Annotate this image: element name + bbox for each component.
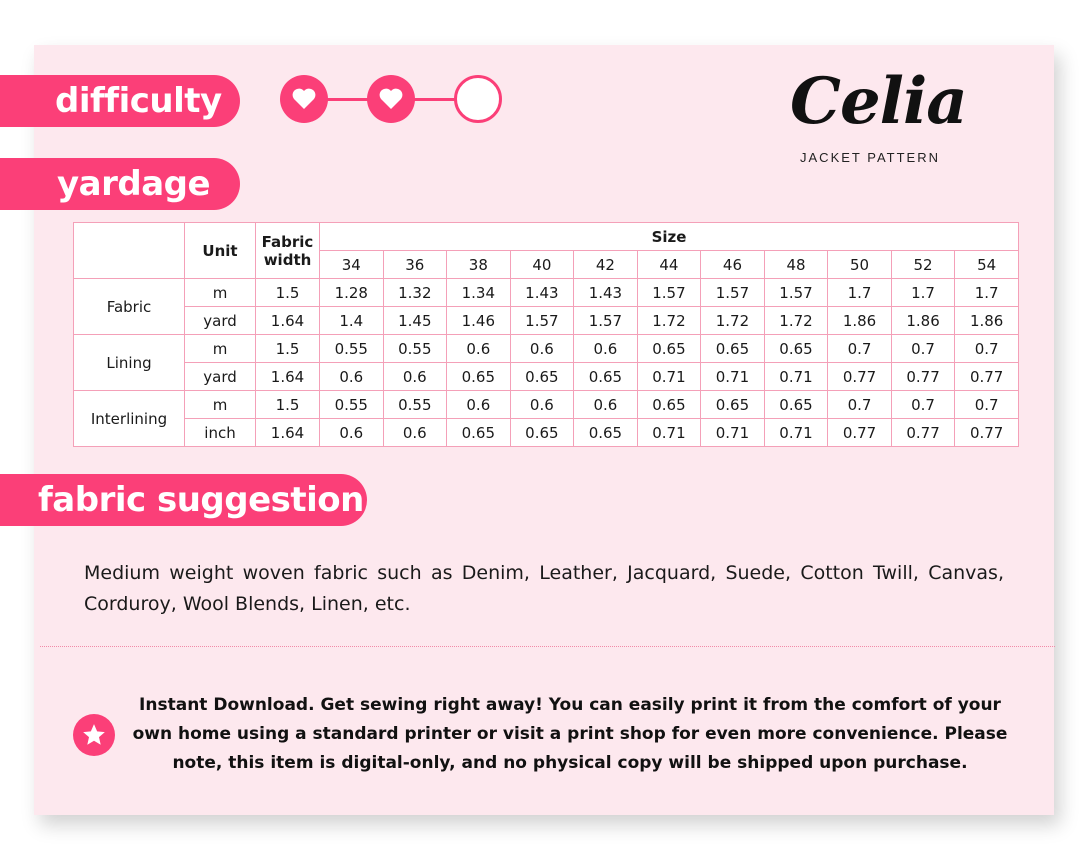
value-cell: 0.77 xyxy=(955,363,1019,391)
value-cell: 0.7 xyxy=(955,335,1019,363)
value-cell: 1.86 xyxy=(828,307,892,335)
rating-connector xyxy=(324,98,372,101)
value-cell: 0.65 xyxy=(447,363,511,391)
value-cell: 1.4 xyxy=(320,307,384,335)
value-cell: 0.7 xyxy=(828,335,892,363)
size-header-cell: 42 xyxy=(574,251,638,279)
fabric-suggestion-text: Medium weight woven fabric such as Denim, Leather, Jacquard, Suede, Cotton Twill, Canvas, Corduroy, Wool Blends, Linen, etc. xyxy=(84,562,1004,615)
value-cell: 0.71 xyxy=(764,363,828,391)
table-row xyxy=(74,391,1019,419)
brand-subtitle: JACKET PATTERN xyxy=(800,150,940,165)
value-cell: 0.65 xyxy=(637,335,701,363)
value-cell: 1.43 xyxy=(510,279,574,307)
value-cell: 0.77 xyxy=(955,419,1019,447)
value-cell: 0.65 xyxy=(574,419,638,447)
value-cell: 0.6 xyxy=(320,419,384,447)
fabric-width-cell: 1.64 xyxy=(256,307,320,335)
value-cell: 0.7 xyxy=(891,391,955,419)
value-cell: 1.57 xyxy=(637,279,701,307)
value-cell: 0.6 xyxy=(383,363,447,391)
value-cell: 0.6 xyxy=(447,335,511,363)
size-header-cell: 38 xyxy=(447,251,511,279)
value-cell: 0.65 xyxy=(764,335,828,363)
value-cell: 1.57 xyxy=(510,307,574,335)
value-cell: 1.28 xyxy=(320,279,384,307)
value-cell: 0.65 xyxy=(701,335,765,363)
value-cell: 1.57 xyxy=(701,279,765,307)
size-header-cell: 52 xyxy=(891,251,955,279)
table-row xyxy=(74,307,1019,335)
size-header-cell: 46 xyxy=(701,251,765,279)
value-cell: 0.55 xyxy=(383,335,447,363)
download-notice: Instant Download. Get sewing right away! You can easily print it from the comfort of your own home using a standard printer or visit a print shop for even more convenience. Please note, this item is digital-only, and no physical copy will be shipped upon purchase. xyxy=(132,695,1008,773)
value-cell: 0.6 xyxy=(320,363,384,391)
value-cell: 1.72 xyxy=(701,307,765,335)
brand-logo xyxy=(790,62,967,165)
value-cell: 0.55 xyxy=(320,335,384,363)
table-row xyxy=(74,363,1019,391)
value-cell: 1.72 xyxy=(764,307,828,335)
size-header-cell: 48 xyxy=(764,251,828,279)
value-cell: 0.65 xyxy=(447,419,511,447)
value-cell: 1.43 xyxy=(574,279,638,307)
value-cell: 0.65 xyxy=(574,363,638,391)
unit-cell: inch xyxy=(185,419,256,447)
yardage-table xyxy=(73,222,1019,447)
fabric-width-cell: 1.64 xyxy=(256,419,320,447)
value-cell: 0.6 xyxy=(574,335,638,363)
value-cell: 1.45 xyxy=(383,307,447,335)
value-cell: 0.7 xyxy=(828,391,892,419)
heart-icon xyxy=(280,75,328,123)
size-header: Size xyxy=(320,223,1019,251)
star-icon xyxy=(73,714,115,756)
unit-cell: yard xyxy=(185,363,256,391)
material-label: Fabric xyxy=(74,279,185,335)
value-cell: 1.72 xyxy=(637,307,701,335)
value-cell: 0.77 xyxy=(828,419,892,447)
heart-icon xyxy=(367,75,415,123)
unit-cell: m xyxy=(185,279,256,307)
value-cell: 1.57 xyxy=(574,307,638,335)
difficulty-heading: difficulty xyxy=(0,75,240,127)
value-cell: 0.65 xyxy=(510,363,574,391)
unit-cell: m xyxy=(185,391,256,419)
value-cell: 0.6 xyxy=(510,391,574,419)
fabric-width-cell: 1.5 xyxy=(256,279,320,307)
difficulty-rating xyxy=(280,75,502,125)
empty-rating-circle xyxy=(454,75,502,123)
size-header-cell: 50 xyxy=(828,251,892,279)
value-cell: 0.77 xyxy=(891,419,955,447)
unit-cell: yard xyxy=(185,307,256,335)
fabric-suggestion-heading: fabric suggestion xyxy=(0,474,367,526)
value-cell: 1.34 xyxy=(447,279,511,307)
size-header-cell: 36 xyxy=(383,251,447,279)
size-header-cell: 44 xyxy=(637,251,701,279)
value-cell: 1.7 xyxy=(891,279,955,307)
value-cell: 0.65 xyxy=(764,391,828,419)
value-cell: 0.6 xyxy=(383,419,447,447)
value-cell: 0.71 xyxy=(637,363,701,391)
brand-name: Celia xyxy=(790,64,967,139)
value-cell: 0.71 xyxy=(764,419,828,447)
value-cell: 0.65 xyxy=(510,419,574,447)
value-cell: 0.55 xyxy=(383,391,447,419)
unit-cell: m xyxy=(185,335,256,363)
dotted-divider xyxy=(40,646,1055,647)
value-cell: 0.77 xyxy=(828,363,892,391)
rating-connector xyxy=(410,98,458,101)
value-cell: 1.86 xyxy=(891,307,955,335)
value-cell: 0.71 xyxy=(701,363,765,391)
value-cell: 0.7 xyxy=(955,391,1019,419)
size-header-cell: 40 xyxy=(510,251,574,279)
value-cell: 1.57 xyxy=(764,279,828,307)
table-row xyxy=(74,335,1019,363)
value-cell: 0.71 xyxy=(637,419,701,447)
value-cell: 0.6 xyxy=(447,391,511,419)
material-label: Lining xyxy=(74,335,185,391)
value-cell: 0.71 xyxy=(701,419,765,447)
value-cell: 1.46 xyxy=(447,307,511,335)
fabric-width-cell: 1.5 xyxy=(256,335,320,363)
material-label: Interlining xyxy=(74,391,185,447)
yardage-heading: yardage xyxy=(0,158,240,210)
table-corner-cell xyxy=(74,223,185,279)
value-cell: 0.55 xyxy=(320,391,384,419)
fabric-width-cell: 1.5 xyxy=(256,391,320,419)
value-cell: 0.65 xyxy=(637,391,701,419)
value-cell: 1.7 xyxy=(828,279,892,307)
value-cell: 0.6 xyxy=(574,391,638,419)
value-cell: 1.86 xyxy=(955,307,1019,335)
unit-header: Unit xyxy=(185,223,256,279)
fabric-width-header: Fabric width xyxy=(256,223,320,279)
value-cell: 1.7 xyxy=(955,279,1019,307)
value-cell: 0.65 xyxy=(701,391,765,419)
value-cell: 1.32 xyxy=(383,279,447,307)
table-row xyxy=(74,419,1019,447)
size-header-cell: 54 xyxy=(955,251,1019,279)
size-header-cell: 34 xyxy=(320,251,384,279)
fabric-width-cell: 1.64 xyxy=(256,363,320,391)
value-cell: 0.6 xyxy=(510,335,574,363)
value-cell: 0.77 xyxy=(891,363,955,391)
table-body xyxy=(74,279,1019,447)
table-row xyxy=(74,279,1019,307)
value-cell: 0.7 xyxy=(891,335,955,363)
